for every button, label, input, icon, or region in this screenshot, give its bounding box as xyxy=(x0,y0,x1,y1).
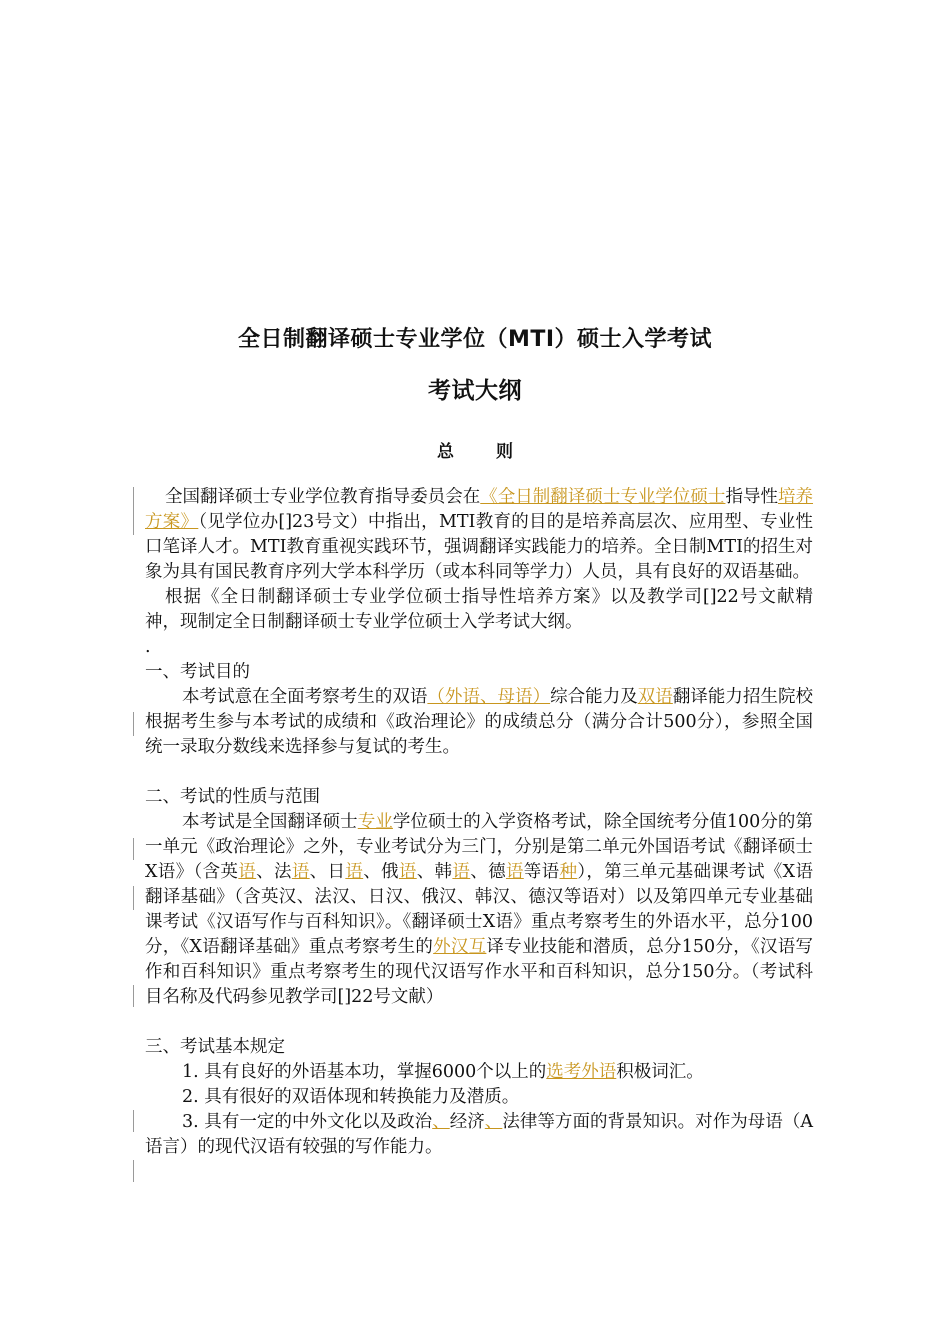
tracked-link[interactable]: 、 xyxy=(432,1112,450,1132)
change-bar xyxy=(133,1160,134,1182)
tracked-link[interactable]: 语 xyxy=(398,862,417,882)
text-run: 本考试意在全面考察考生的双语 xyxy=(182,687,428,707)
change-bar xyxy=(133,886,134,910)
text-run: 1. 具有良好的外语基本功，掌握6000个以上的 xyxy=(182,1062,547,1082)
text-run: 、俄 xyxy=(363,862,399,882)
heading-exam-nature: 二、考试的性质与范围 xyxy=(145,787,320,807)
change-bar xyxy=(133,985,134,1007)
change-bar xyxy=(133,838,134,860)
text-run: 综合能力及 xyxy=(550,687,638,707)
document-subtitle: 考试大纲 xyxy=(428,378,522,404)
tracked-link[interactable]: 培养方案》 xyxy=(145,487,814,532)
tracked-link[interactable]: 、 xyxy=(484,1112,503,1132)
tracked-link[interactable]: 语 xyxy=(291,862,310,882)
intro-paragraph-1 xyxy=(145,485,813,585)
text-run: 、德 xyxy=(470,862,506,882)
text-run: 译专业技能和潜质，总分150分，《汉语写作和百科知识》重点考察考生的现代汉语写作水平和百科知识，总分150分。（考试科目名称及代码参见教学司[]22号文献） xyxy=(145,937,813,1007)
rule-item-2: 2. 具有很好的双语体现和转换能力及潜质。 xyxy=(182,1087,520,1107)
text-run: 指导性 xyxy=(725,487,778,507)
text-run: 3. 具有一定的中外文化以及政治 xyxy=(182,1112,433,1132)
text-run: 、法 xyxy=(256,862,292,882)
heading-exam-purpose: 一、考试目的 xyxy=(145,662,250,682)
text-run: 全国翻译硕士专业学位教育指导委员会在 xyxy=(165,487,481,507)
rule-item-1 xyxy=(145,1060,813,1085)
intro-paragraph-2: 根据《全日制翻译硕士专业学位硕士指导性培养方案》以及教学司[]22号文献精神，现制定全日制翻译硕士专业学位硕士入学考试大纲。 xyxy=(145,587,813,632)
purpose-paragraph xyxy=(145,685,813,760)
text-run: 积极词汇。 xyxy=(616,1062,704,1082)
tracked-link[interactable]: 外汉互 xyxy=(433,937,487,957)
document-body xyxy=(145,485,813,1160)
tracked-link[interactable]: 专业 xyxy=(357,812,393,832)
change-bar xyxy=(133,1110,134,1132)
tracked-link[interactable]: 语 xyxy=(345,862,364,882)
text-run: 本考试是全国翻译硕士 xyxy=(182,812,358,832)
change-bar xyxy=(133,712,134,736)
text-run: （见学位办[]23号文）中指出，MTI教育的目的是培养高层次、应用型、专业性口笔译人才。MTI教育重视实践环节，强调翻译实践能力的培养。全日制MTI的招生对象为具有国民教育序列大学本科学历（或本科同等学力）人员，具有良好的双语基础。 xyxy=(145,512,814,582)
tracked-link[interactable]: （外语、母语） xyxy=(427,687,551,707)
text-run: 法律等方面的背景知识。对作为母语（A语言）的现代汉语有较强的写作能力。 xyxy=(145,1112,813,1157)
text-run: 、日 xyxy=(309,862,346,882)
text-run: 等语 xyxy=(523,862,560,882)
document-title: 全日制翻译硕士专业学位（MTI）硕士入学考试 xyxy=(237,327,713,352)
text-run: 学位硕士的入学资格考试，除全国统考分值100分的第一单元《政治理论》之外，专业考试分为三门，分别是第二单元外国语考试《翻译硕士X语》（含英 xyxy=(145,812,814,882)
heading-exam-rules: 三、考试基本规定 xyxy=(145,1037,285,1057)
tracked-link[interactable]: 双语 xyxy=(637,687,673,707)
tracked-link[interactable]: 语 xyxy=(452,862,471,882)
tracked-link[interactable]: 选考外语 xyxy=(546,1062,617,1082)
text-run: 经济 xyxy=(449,1112,485,1132)
text-run: 翻译能力招生院校根据考生参与本考试的成绩和《政治理论》的成绩总分（满分合计500分），参照全国统一录取分数线来选择参与复试的考生。 xyxy=(145,687,814,757)
rule-item-3 xyxy=(145,1110,813,1160)
text-run: ），第三单元基础课考试《X语翻译基础》（含英汉、法汉、日汉、俄汉、韩汉、德汉等语对）以及第四单元专业基础课考试《汉语写作与百科知识》。《翻译硕士X语》重点考察考生的外语水平，总分100分，《X语翻译基础》重点考察考生的 xyxy=(145,862,813,957)
section-heading-general: 总 则 xyxy=(437,442,531,462)
tracked-link[interactable]: 种 xyxy=(559,862,578,882)
tracked-link[interactable]: 《全日制翻译硕士专业学位硕士 xyxy=(480,487,726,507)
tracked-link[interactable]: 语 xyxy=(238,862,257,882)
nature-paragraph xyxy=(145,810,813,1010)
change-bar xyxy=(133,487,134,535)
blank-line xyxy=(145,760,813,785)
stray-dot: . xyxy=(145,637,151,657)
tracked-link[interactable]: 语 xyxy=(505,862,524,882)
blank-line xyxy=(145,1010,813,1035)
text-run: 、韩 xyxy=(416,862,453,882)
